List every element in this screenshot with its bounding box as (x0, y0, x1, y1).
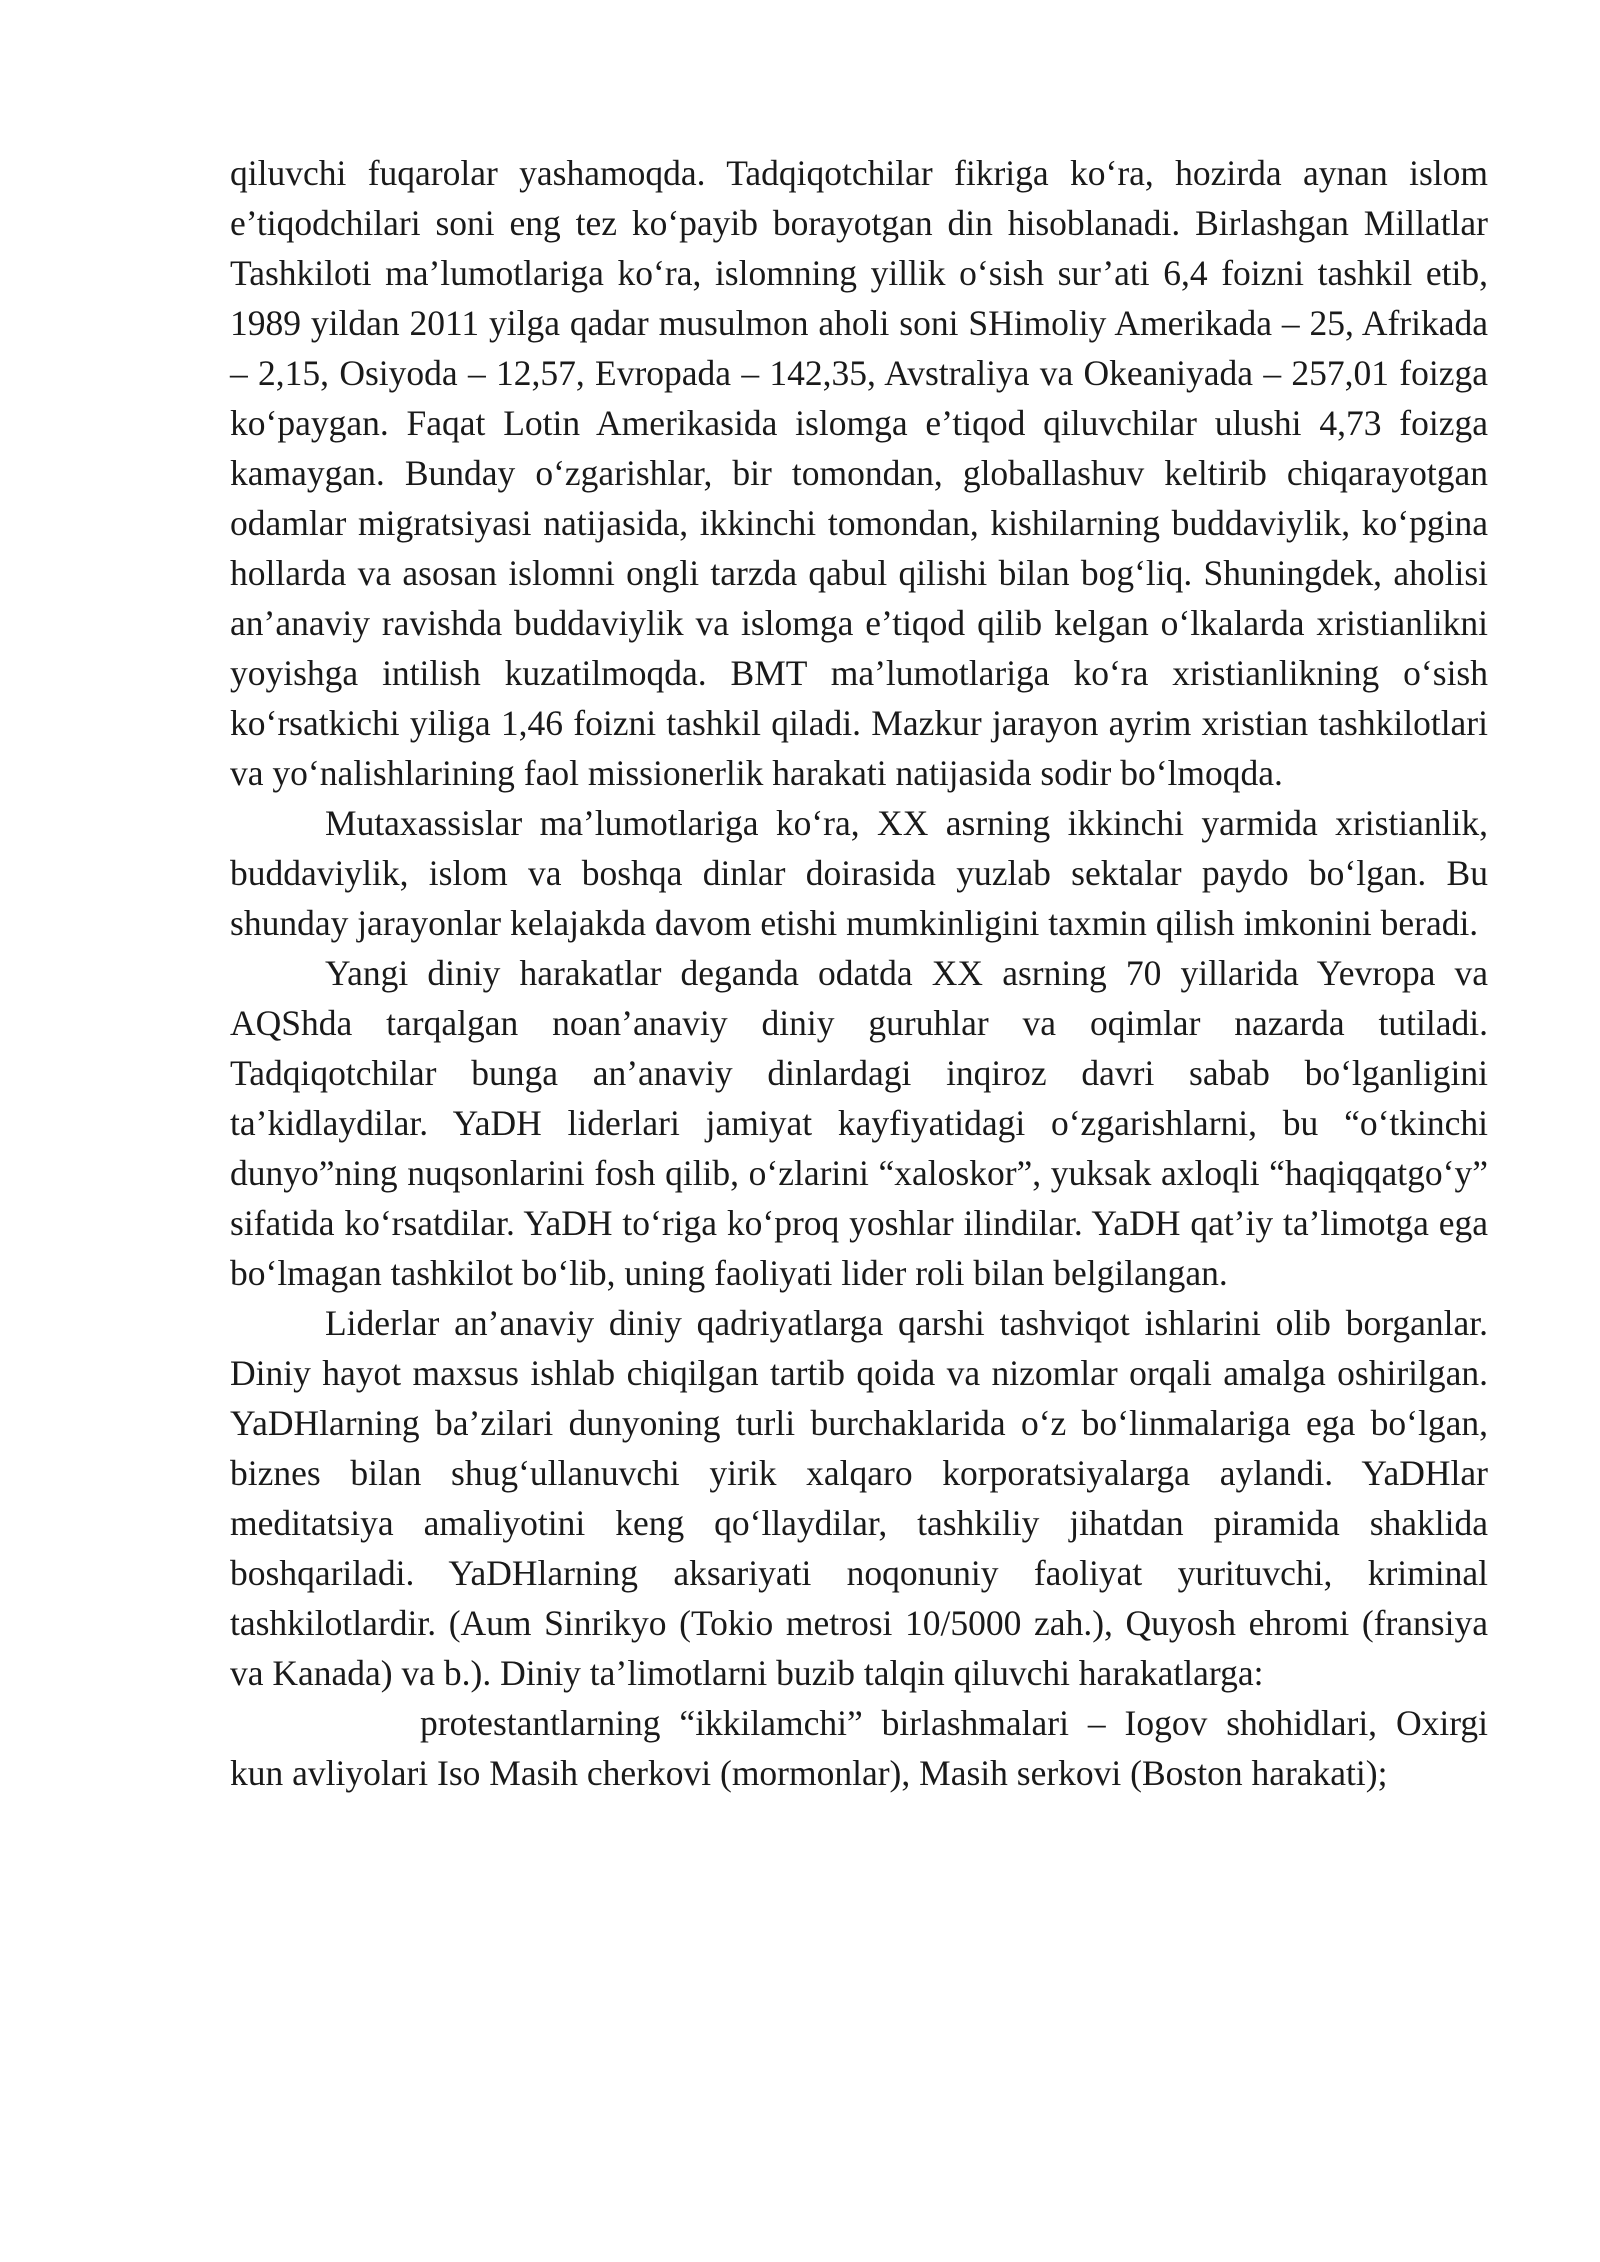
paragraph-3: Yangi diniy harakatlar deganda odatda XX asrning 70 yillarida Yevropa va AQShda tarqalgan noan’anaviy diniy guruhlar va oqimlar nazarda tutiladi. Tadqiqotchilar bunga an’anaviy dinlardagi inqiroz davri sabab bo‘lganligini ta’kidlaydilar. YaDH liderlari jamiyat kayfiyatidagi o‘zgarishlarni, bu “o‘tkinchi dunyo”ning nuqsonlarini fosh qilib, o‘zlarini “xaloskor”, yuksak axloqli “haqiqqatgo‘y” sifatida ko‘rsatdilar. YaDH to‘riga ko‘proq yoshlar ilindilar. YaDH qat’iy ta’limotga ega bo‘lmagan tashkilot bo‘lib, uning faoliyati lider roli bilan belgilangan. (230, 953, 1488, 1293)
paragraph-4: Liderlar an’anaviy diniy qadriyatlarga qarshi tashviqot ishlarini olib borganlar. Diniy hayot maxsus ishlab chiqilgan tartib qoida va nizomlar orqali amalga oshirilgan. YaDHlarning ba’zilari dunyoning turli burchaklarida o‘z bo‘linmalariga ega bo‘lgan, biznes bilan shug‘ullanuvchi yirik xalqaro korporatsiyalarga aylandi. YaDHlar meditatsiya amaliyotini keng qo‘llaydilar, tashkiliy jihatdan piramida shaklida boshqariladi. YaDHlarning aksariyati noqonuniy faoliyat yurituvchi, kriminal tashkilotlardir. (Aum Sinrikyo (Tokio metrosi 10/5000 zah.), Quyosh ehromi (fransiya va Kanada) va b.). Diniy ta’limotlarni buzib talqin qiluvchi harakatlarga: (230, 1303, 1488, 1693)
paragraph-1: qiluvchi fuqarolar yashamoqda. Tadqiqotchilar fikriga ko‘ra, hozirda aynan islom e’tiqodchilari soni eng tez ko‘payib borayotgan din hisoblanadi. Birlashgan Millatlar Tashkiloti ma’lumotlariga ko‘ra, islomning yillik o‘sish sur’ati 6,4 foizni tashkil etib, 1989 yildan 2011 yilga qadar musulmon aholi soni SHimoliy Amerikada – 25, Afrikada – 2,15, Osiyoda – 12,57, Evropada – 142,35, Avstraliya va Okeaniyada – 257,01 foizga ko‘paygan. Faqat Lotin Amerikasida islomga e’tiqod qiluvchilar ulushi 4,73 foizga kamaygan. Bunday o‘zgarishlar, bir tomondan, globallashuv keltirib chiqarayotgan odamlar migratsiyasi natijasida, ikkinchi tomondan, kishilarning buddaviylik, ko‘pgina hollarda va asosan islomni ongli tarzda qabul qilishi bilan bog‘liq. Shuningdek, aholisi an’anaviy ravishda buddaviylik va islomga e’tiqod qilib kelgan o‘lkalarda xristianlikni yoyishga intilish kuzatilmoqda. BMT ma’lumotlariga ko‘ra xristianlikning o‘sish ko‘rsatkichi yiliga 1,46 foizni tashkil qiladi. Mazkur jarayon ayrim xristian tashkilotlari va yo‘nalishlarining faol missionerlik harakati natijasida sodir bo‘lmoqda. (230, 153, 1488, 793)
paragraph-5-list-item: protestantlarning “ikkilamchi” birlashmalari – Iogov shohidlari, Oxirgi kun avliyolari Iso Masih cherkovi (mormonlar), Masih serkovi (Boston harakati); (230, 1703, 1488, 1793)
document-page (230, 148, 1488, 1798)
paragraph-2: Mutaxassislar ma’lumotlariga ko‘ra, XX asrning ikkinchi yarmida xristianlik, buddaviylik, islom va boshqa dinlar doirasida yuzlab sektalar paydo bo‘lgan. Bu shunday jarayonlar kelajakda davom etishi mumkinligini taxmin qilish imkonini beradi. (230, 803, 1488, 943)
